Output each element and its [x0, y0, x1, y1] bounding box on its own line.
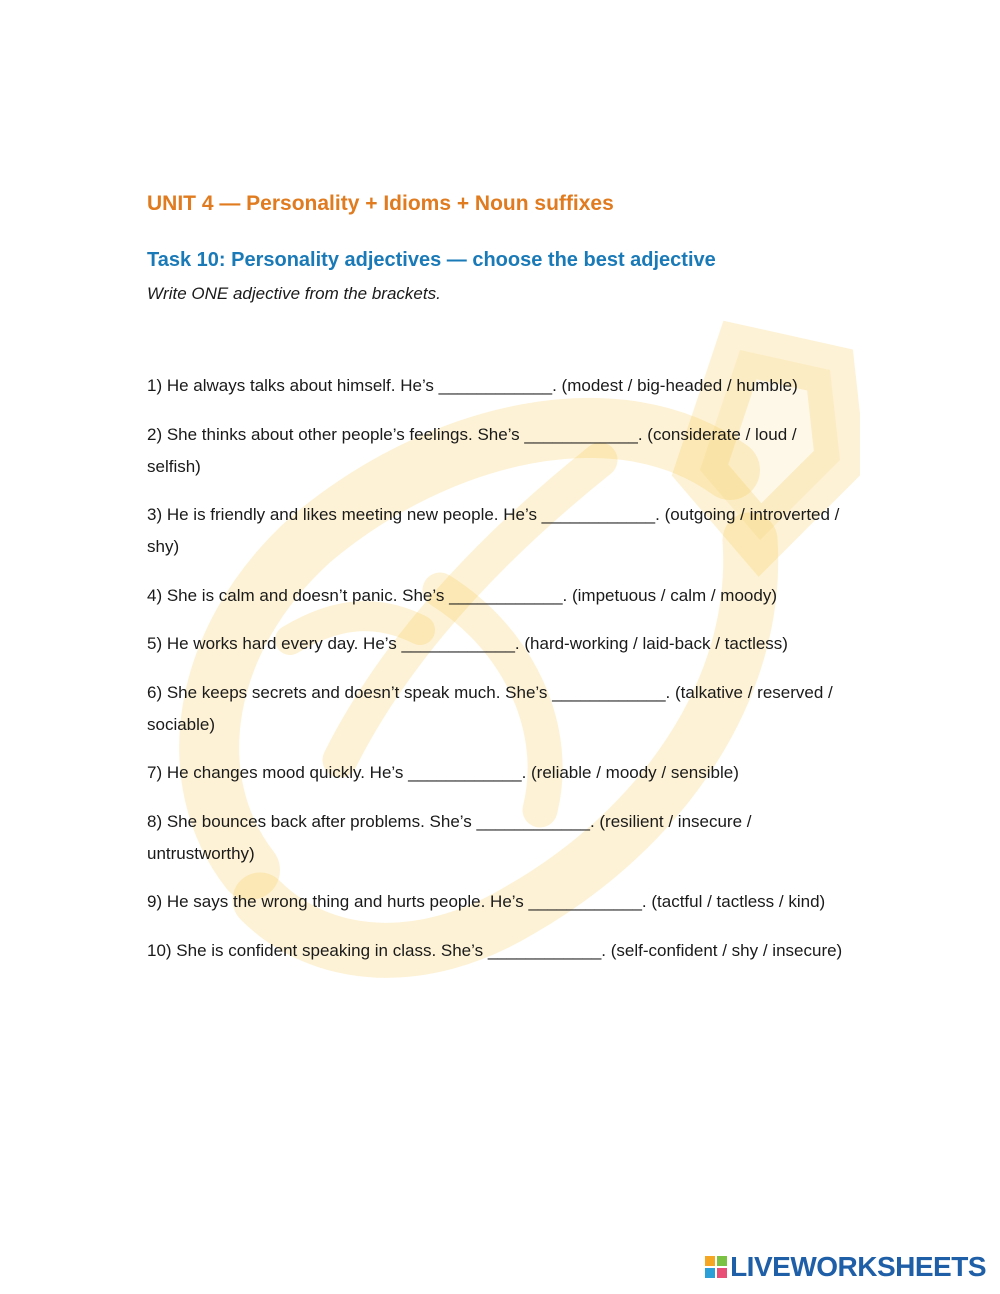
question-9: 9) He says the wrong thing and hurts people. He’s ____________. (tactful / tactless / kind): [147, 892, 826, 911]
question-7: 7) He changes mood quickly. He’s ____________. (reliable / moody / sensible): [147, 763, 739, 782]
liveworksheets-logo[interactable]: [705, 1252, 986, 1282]
task-title: Task 10: Personality adjectives — choose the best adjective: [147, 249, 716, 271]
question-1: 1) He always talks about himself. He’s ____________. (modest / big-headed / humble): [147, 376, 798, 395]
worksheet-content: [147, 188, 847, 983]
brand-name: LIVEWORKSHEETS: [730, 1251, 986, 1282]
question-6: 6) She keeps secrets and doesn’t speak much. She’s ____________. (talkative / reserved / sociable): [147, 682, 833, 734]
question-10: 10) She is confident speaking in class. She’s ____________. (self-confident / shy / insecure): [147, 940, 843, 960]
question-3: 3) He is friendly and likes meeting new people. He’s ____________. (outgoing / introverted / shy): [147, 505, 840, 556]
question-5: 5) He works hard every day. He’s ____________. (hard-working / laid-back / tactless): [147, 634, 788, 653]
unit-title: UNIT 4 — Personality + Idioms + Noun suffixes: [147, 192, 614, 215]
liveworksheets-logo-icon: [705, 1256, 727, 1278]
question-2: 2) She thinks about other people’s feelings. She’s ____________. (considerate / loud / selfish): [147, 424, 797, 476]
question-list: [147, 370, 847, 967]
task-instruction: Write ONE adjective from the brackets.: [147, 284, 441, 303]
question-4: 4) She is calm and doesn’t panic. She’s ____________. (impetuous / calm / moody): [147, 585, 777, 605]
question-8: 8) She bounces back after problems. She’s ____________. (resilient / insecure / untrustworthy): [147, 811, 752, 863]
